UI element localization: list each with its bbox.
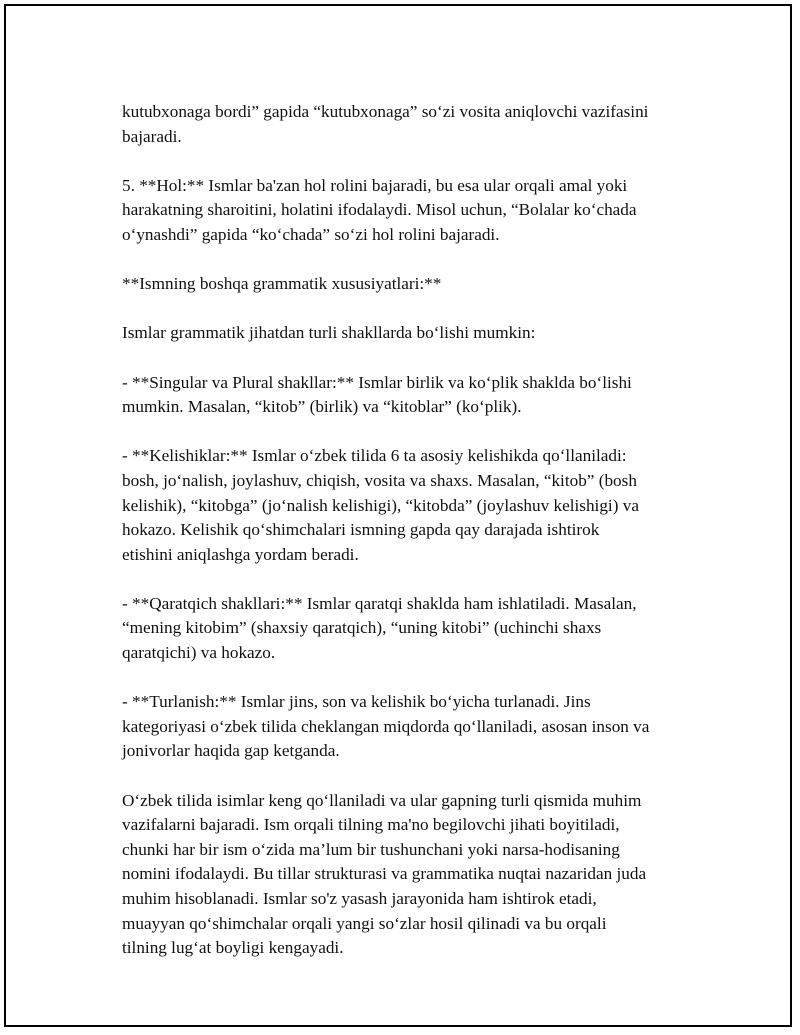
text-line: muayyan qo‘shimchalar orqali yangi so‘zlar hosil qilinadi va bu orqali xyxy=(122,913,607,933)
text-line: 5. **Hol:** Ismlar ba'zan hol rolini bajaradi, bu esa ular orqali amal yoki xyxy=(122,175,628,195)
text-line: jonivorlar haqida gap ketganda. xyxy=(122,741,340,761)
text-line: mumkin. Masalan, “kitob” (birlik) va “kitoblar” (ko‘plik). xyxy=(122,397,522,417)
text-line: bosh, jo‘nalish, joylashuv, chiqish, vosita va shaxs. Masalan, “kitob” (bosh xyxy=(122,470,637,490)
paragraph-spacer xyxy=(122,764,688,789)
paragraph xyxy=(122,592,688,666)
paragraph-spacer xyxy=(122,297,688,322)
text-line: muhim hisoblanadi. Ismlar so'z yasash jarayonida ham ishtirok etadi, xyxy=(122,889,597,908)
paragraph-spacer xyxy=(122,346,688,371)
text-line: tilning lug‘at boyligi kengayadi. xyxy=(122,938,344,958)
paragraph xyxy=(122,100,688,149)
text-line: - **Singular va Plural shakllar:** Ismlar birlik va ko‘plik shaklda bo‘lishi xyxy=(122,372,632,392)
paragraph xyxy=(122,444,688,567)
text-line: kutubxonaga bordi” gapida “kutubxonaga” so‘zi vosita aniqlovchi vazifasini xyxy=(122,102,649,121)
text-line: “mening kitobim” (shaxsiy qaratqich), “uning kitobi” (uchinchi shaxs xyxy=(122,618,602,638)
text-line: O‘zbek tilida isimlar keng qo‘llaniladi va ular gapning turli qismida muhim xyxy=(122,790,642,810)
text-line: qaratqichi) va hokazo. xyxy=(122,643,276,663)
text-line: kelishik), “kitobga” (jo‘nalish kelishigi), “kitobda” (joylashuv kelishigi) va xyxy=(122,495,639,515)
paragraph-spacer xyxy=(122,666,688,691)
paragraph xyxy=(122,272,688,297)
text-line: - **Kelishiklar:** Ismlar o‘zbek tilida 6 ta asosiy kelishikda qo‘llaniladi: xyxy=(122,446,627,466)
text-line: - **Turlanish:** Ismlar jins, son va kelishik bo‘yicha turlanadi. Jins xyxy=(122,692,591,712)
paragraph xyxy=(122,789,688,961)
text-line: chunki har bir ism o‘zida ma’lum bir tushunchani yoki narsa-hodisaning xyxy=(122,839,620,859)
paragraph xyxy=(122,321,688,346)
text-line: o‘ynashdi” gapida “ko‘chada” so‘zi hol rolini bajaradi. xyxy=(122,224,500,244)
text-line: kategoriyasi o‘zbek tilida cheklangan miqdorda qo‘llaniladi, asosan inson va xyxy=(122,716,650,736)
text-line: - **Qaratqich shakllari:** Ismlar qaratqi shaklda ham ishlatiladi. Masalan, xyxy=(122,593,637,613)
text-line: vazifalarni bajaradi. Ism orqali tilning ma'no begilovchi jihati boyitiladi, xyxy=(122,815,620,835)
document-body xyxy=(122,100,688,961)
document-page xyxy=(4,4,792,1027)
text-line: bajaradi. xyxy=(122,126,182,146)
text-line: Ismlar grammatik jihatdan turli shakllarda bo‘lishi mumkin: xyxy=(122,323,536,343)
paragraph-spacer xyxy=(122,567,688,592)
paragraph xyxy=(122,371,688,420)
paragraph xyxy=(122,690,688,764)
text-line: **Ismning boshqa grammatik xususiyatlari:** xyxy=(122,274,442,294)
text-line: nomini ifodalaydi. Bu tillar strukturasi va grammatika nuqtai nazaridan juda xyxy=(122,864,647,884)
paragraph-spacer xyxy=(122,248,688,273)
paragraph-spacer xyxy=(122,420,688,445)
text-line: hokazo. Kelishik qo‘shimchalari ismning gapda qay darajada ishtirok xyxy=(122,520,600,540)
paragraph xyxy=(122,174,688,248)
text-line: etishini aniqlashga yordam beradi. xyxy=(122,544,359,564)
text-line: harakatning sharoitini, holatini ifodalaydi. Misol uchun, “Bolalar ko‘chada xyxy=(122,200,637,220)
paragraph-spacer xyxy=(122,149,688,174)
